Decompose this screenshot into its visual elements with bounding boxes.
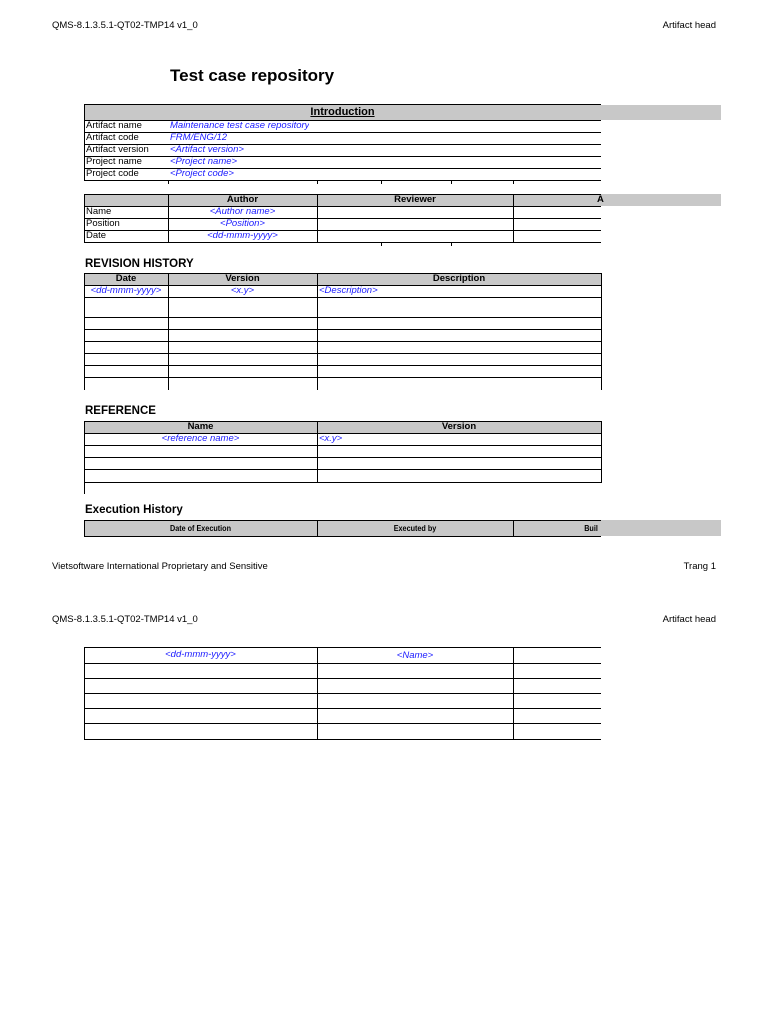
intro-label-artifact-version: Artifact version xyxy=(86,144,149,155)
page-header-doc-code: QMS-8.1.3.5.1-QT02-TMP14 v1_0 xyxy=(52,20,198,31)
signoff-col-reviewer: Reviewer xyxy=(394,194,436,205)
page-header-right: Artifact head xyxy=(662,20,716,31)
signoff-label-name: Name xyxy=(86,206,112,217)
introduction-heading: Introduction xyxy=(310,106,375,118)
intro-value-artifact-name: Maintenance test case repository xyxy=(170,120,310,131)
revision-row-version: <x.y> xyxy=(230,285,255,296)
page-footer-page-number: Trang 1 xyxy=(683,561,716,572)
revision-row-date: <dd-mmm-yyyy> xyxy=(90,285,162,296)
intro-label-project-code: Project code xyxy=(86,168,139,179)
revision-col-date: Date xyxy=(115,273,137,284)
revision-row-description: <Description> xyxy=(319,285,378,296)
page-title: Test case repository xyxy=(170,66,335,85)
intro-value-project-code: <Project code> xyxy=(170,168,234,179)
page2-row-date: <dd-mmm-yyyy> xyxy=(165,649,236,660)
signoff-col-author: Author xyxy=(226,194,259,205)
revision-col-version: Version xyxy=(225,273,260,284)
revision-history-heading: REVISION HISTORY xyxy=(85,258,194,270)
page-footer-left: Vietsoftware International Proprietary and Sensitive xyxy=(52,561,268,572)
revision-col-description: Description xyxy=(432,273,486,284)
intro-value-artifact-code: FRM/ENG/12 xyxy=(170,132,228,143)
reference-col-name: Name xyxy=(187,421,214,432)
signoff-label-position: Position xyxy=(86,218,120,229)
intro-label-artifact-code: Artifact code xyxy=(86,132,139,143)
intro-value-artifact-version: <Artifact version> xyxy=(170,144,244,155)
execution-col-date: Date of Execution xyxy=(169,523,232,533)
execution-col-build-truncated: Buil xyxy=(584,523,598,533)
intro-label-project-name: Project name xyxy=(86,156,142,167)
signoff-label-date: Date xyxy=(86,230,107,241)
signoff-author-date: <dd-mmm-yyyy> xyxy=(207,230,278,241)
reference-col-version: Version xyxy=(441,421,477,432)
page2-header-right: Artifact head xyxy=(662,614,716,625)
signoff-author-name: <Author name> xyxy=(209,206,276,217)
intro-value-project-name: <Project name> xyxy=(170,156,238,167)
signoff-col-approver-truncated: A xyxy=(597,194,604,205)
reference-row-name: <reference name> xyxy=(161,433,240,444)
reference-heading: REFERENCE xyxy=(85,405,156,417)
intro-label-artifact-name: Artifact name xyxy=(86,120,142,131)
execution-col-executed-by: Executed by xyxy=(393,523,437,533)
execution-history-heading: Execution History xyxy=(85,504,183,516)
signoff-author-position: <Position> xyxy=(220,218,265,229)
page2-header-doc-code: QMS-8.1.3.5.1-QT02-TMP14 v1_0 xyxy=(52,614,198,625)
reference-row-version: <x.y> xyxy=(319,433,343,444)
page2-row-name: <Name> xyxy=(396,650,434,661)
